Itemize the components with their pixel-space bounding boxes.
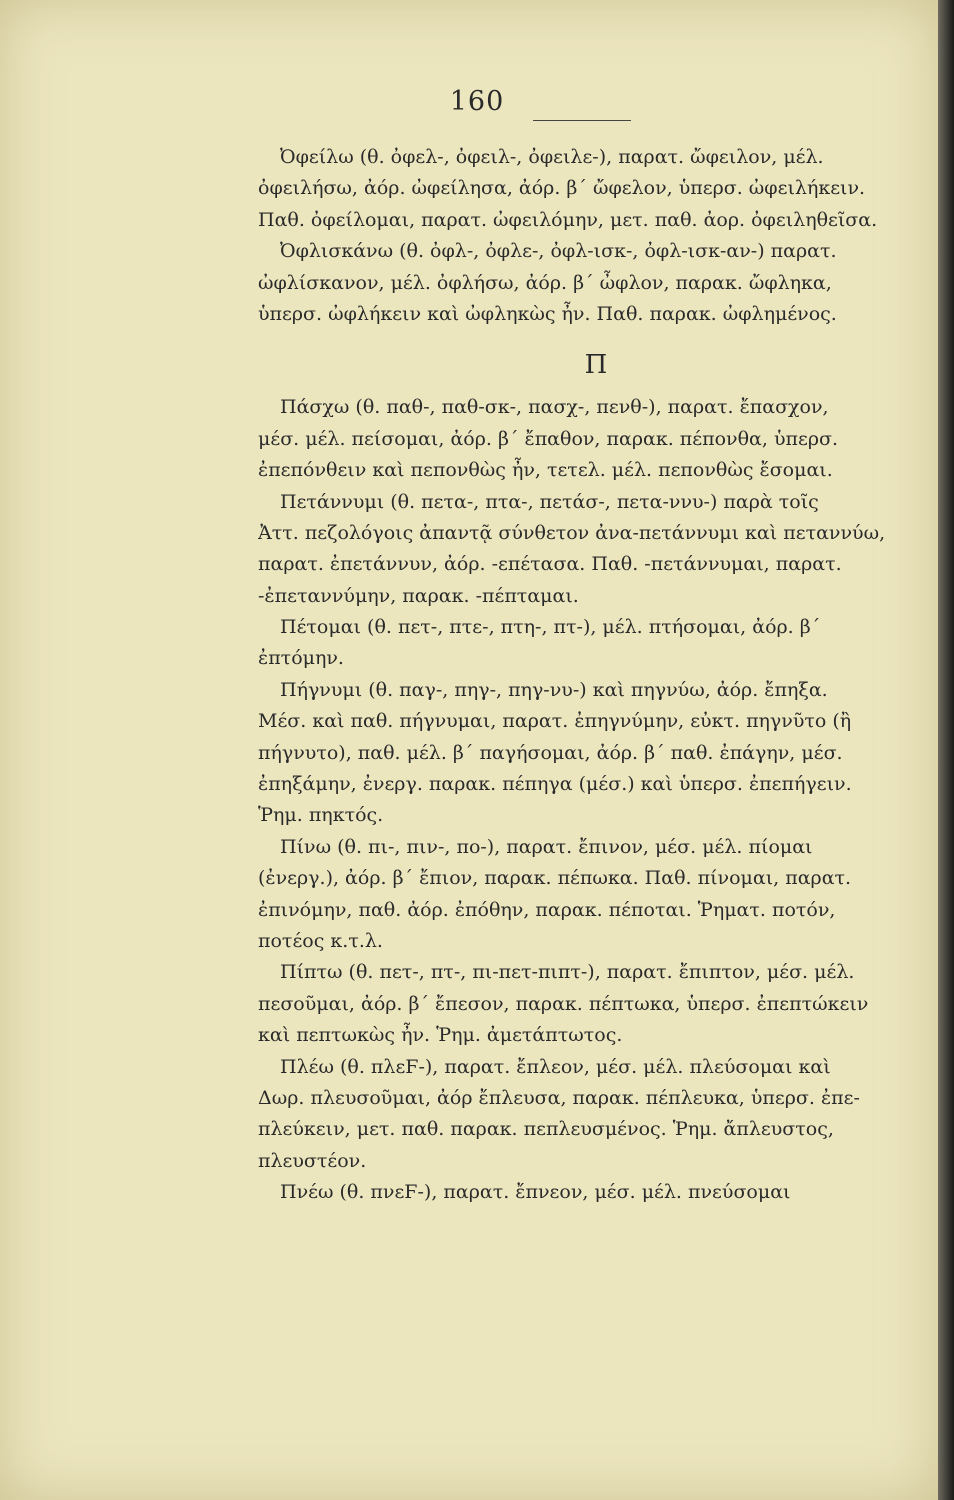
text-line: ὑπερσ. ὠφλήκειν καὶ ὠφληκὼς ἦν. Παθ. παρακ. ὠφλημένος. bbox=[258, 302, 837, 325]
text-line: (ἐνεργ.), ἀόρ. β΄ ἔπιον, παρακ. πέπωκα. Παθ. πίνομαι, παρατ. bbox=[258, 867, 852, 890]
text-line: Ὀφείλω (θ. ὀφελ-, ὀφειλ-, ὀφειλε-), παρατ. ὤφειλον, μέλ. bbox=[280, 146, 824, 168]
text-line: ὠφλίσκανον, μέλ. ὀφλήσω, ἀόρ. β΄ ὦφλον, παρακ. ὤφληκα, bbox=[258, 271, 832, 294]
text-line: πήγνυτο), παθ. μέλ. β΄ παγήσομαι, ἀόρ. β΄ παθ. ἐπάγην, μέσ. bbox=[258, 741, 843, 764]
text-line: Πετάννυμι (θ. πετα-, πτα-, πετάσ-, πετα-ννυ-) παρὰ τοῖς bbox=[280, 490, 819, 513]
text-line: ἐπτόμην. bbox=[258, 647, 344, 670]
text-line: παρατ. ἐπετάννυν, ἀόρ. -επέτασα. Παθ. -πετάννυμαι, παρατ. bbox=[258, 553, 842, 576]
text-line: Πήγνυμι (θ. παγ-, πηγ-, πηγ-νυ-) καὶ πηγνύω, ἀόρ. ἔπηξα. bbox=[280, 678, 828, 701]
text-line: Πνέω (θ. πνεϜ-), παρατ. ἔπνεον, μέσ. μέλ. πνεύσομαι bbox=[280, 1181, 791, 1204]
text-line: -ἐπεταννύμην, παρακ. -πέπταμαι. bbox=[258, 584, 579, 607]
text-line: Πίνω (θ. πι-, πιν-, πο-), παρατ. ἔπινον, μέσ. μέλ. πίομαι bbox=[280, 835, 813, 858]
text-line: ποτέος κ.τ.λ. bbox=[258, 929, 383, 952]
text-line: Παθ. ὀφείλομαι, παρατ. ὠφειλόμην, μετ. παθ. ἀορ. ὀφειληθεῖσα. bbox=[258, 208, 878, 231]
text-line: ἐπηξάμην, ἐνεργ. παρακ. πέπηγα (μέσ.) καὶ ὑπερσ. ἐπεπήγειν. bbox=[258, 773, 852, 796]
page-number: 160 bbox=[449, 86, 505, 117]
text-line: ὀφειλήσω, ἀόρ. ὠφείλησα, ἀόρ. β΄ ὤφελον, ὑπερσ. ὠφειλήκειν. bbox=[258, 177, 866, 200]
text-line: Ῥημ. πηκτός. bbox=[258, 804, 384, 827]
text-line: Πέτομαι (θ. πετ-, πτε-, πτη-, πτ-), μέλ. πτήσομαι, ἀόρ. β΄ bbox=[280, 616, 821, 639]
text-line: καὶ πεπτωκὼς ἦν. Ῥημ. ἀμετάπτωτος. bbox=[258, 1024, 623, 1047]
text-line: Ὀφλισκάνω (θ. ὀφλ-, ὀφλε-, ὀφλ-ισκ-, ὀφλ-ισκ-αν-) παρατ. bbox=[280, 240, 837, 263]
text-line: πλεύκειν, μετ. παθ. παρακ. πεπλευσμένος. Ῥημ. ἄπλευστος, bbox=[258, 1118, 834, 1141]
text-line: Δωρ. πλευσοῦμαι, ἀόρ ἔπλευσα, παρακ. πέπλευκα, ὑπερσ. ἐπε- bbox=[258, 1086, 860, 1109]
header-rule bbox=[533, 120, 631, 121]
text-line: μέσ. μέλ. πείσομαι, ἀόρ. β΄ ἔπαθον, παρακ. πέπονθα, ὑπερσ. bbox=[258, 427, 839, 450]
section-heading: Π bbox=[584, 350, 608, 381]
text-line: Πίπτω (θ. πετ-, πτ-, πι-πετ-πιπτ-), παρατ. ἔπιπτον, μέσ. μέλ. bbox=[280, 961, 855, 984]
text-line: ἐπεπόνθειν καὶ πεπονθὼς ἦν, τετελ. μέλ. πεπονθὼς ἔσομαι. bbox=[258, 459, 833, 482]
text-line: Μέσ. καὶ παθ. πήγνυμαι, παρατ. ἐπηγνύμην, εὐκτ. πηγνῦτο (ἢ bbox=[258, 710, 852, 733]
dictionary-text bbox=[258, 142, 934, 1209]
text-line: Πάσχω (θ. παθ-, παθ-σκ-, πασχ-, πενθ-), παρατ. ἔπασχον, bbox=[280, 396, 829, 419]
text-line: ἐπινόμην, παθ. ἀόρ. ἐπόθην, παρακ. πέποται. Ῥηματ. ποτόν, bbox=[258, 898, 836, 921]
text-line: πλευστέον. bbox=[258, 1149, 367, 1172]
text-line: Πλέω (θ. πλεϜ-), παρατ. ἔπλεον, μέσ. μέλ. πλεύσομαι καὶ bbox=[280, 1055, 831, 1078]
text-line: πεσοῦμαι, ἀόρ. β΄ ἔπεσον, παρακ. πέπτωκα, ὑπερσ. ἐπεπτώκειν bbox=[258, 992, 869, 1015]
book-spine-edge bbox=[938, 0, 954, 1500]
text-line: Ἀττ. πεζολόγοις ἀπαντᾷ σύνθετον ἀνα-πετάννυμι καὶ πεταννύω, bbox=[258, 521, 886, 544]
